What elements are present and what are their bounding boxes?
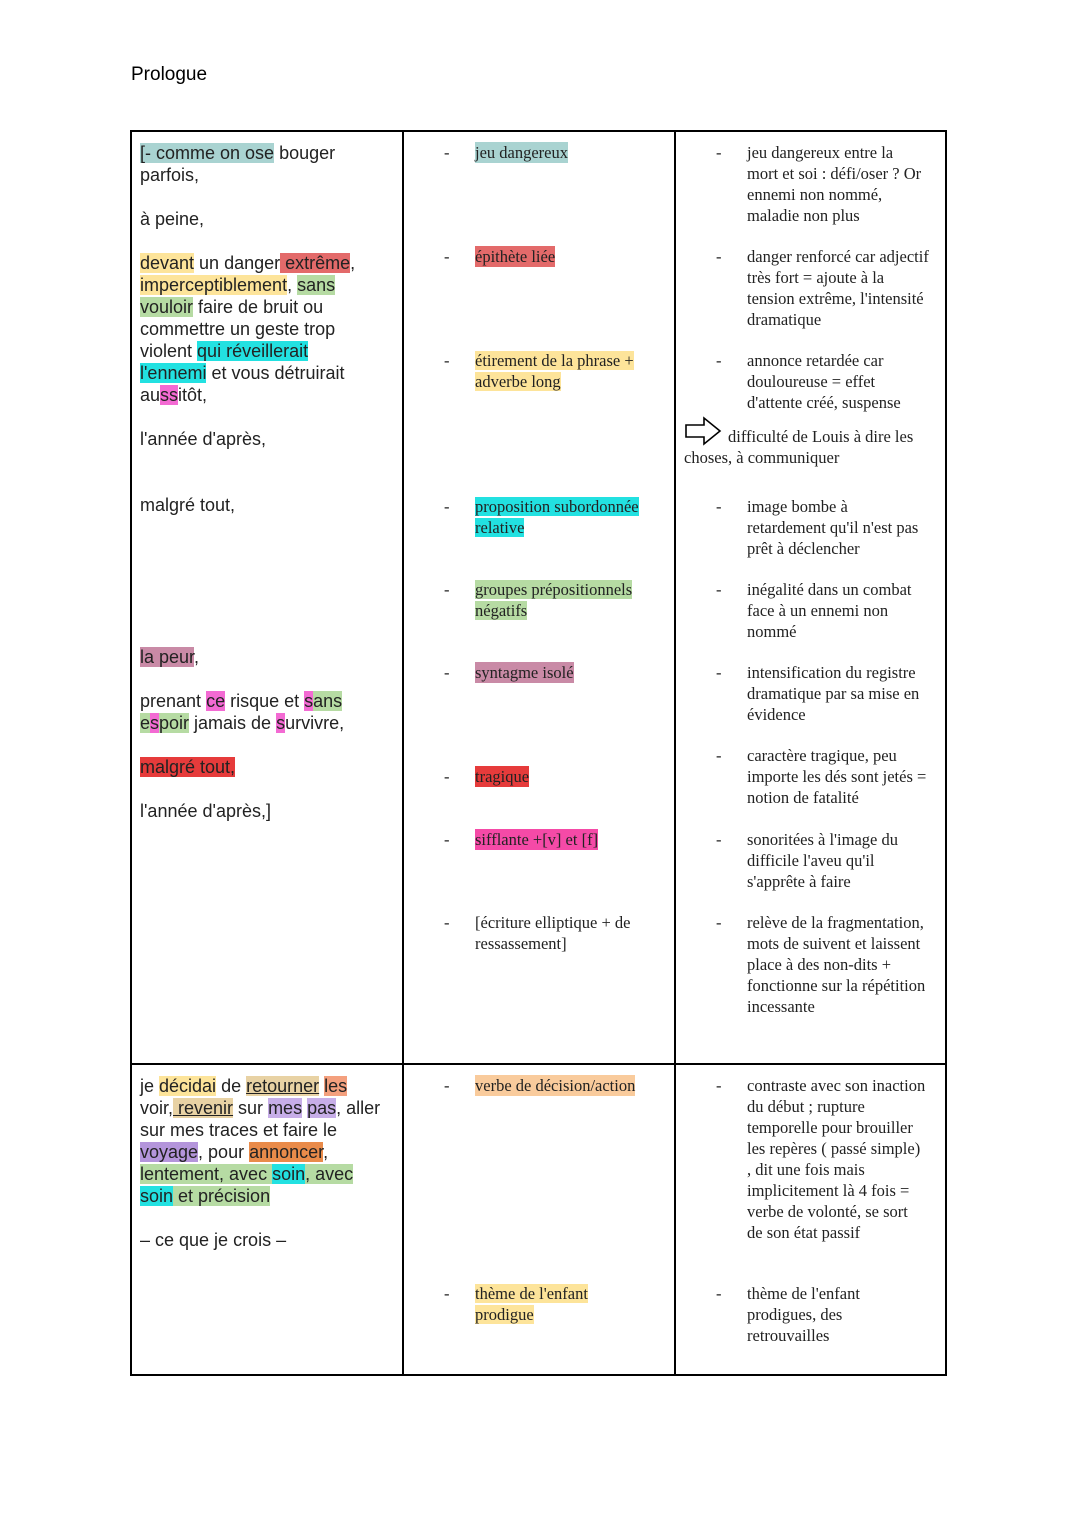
text-span: , pour	[198, 1142, 250, 1162]
interpretations-row2	[676, 1075, 946, 1365]
bullet-dash: -	[444, 247, 450, 266]
highlight: , avec	[305, 1164, 354, 1184]
conclusion-text	[684, 426, 939, 468]
text-line	[140, 296, 398, 318]
source-text-row2	[140, 1075, 398, 1365]
text-line	[140, 1075, 398, 1097]
page-title: Prologue	[131, 64, 208, 85]
text-line	[140, 384, 398, 406]
interpretations-row1	[676, 142, 946, 1062]
conclusion	[684, 416, 939, 468]
highlight: [- comme on ose	[140, 143, 275, 163]
procede-label	[475, 496, 665, 538]
bullet-dash: -	[444, 830, 450, 849]
interpretation-text: caractère tragique, peu importe les dés sont jetés = notion de fatalité	[747, 746, 927, 807]
highlight: mes	[268, 1098, 303, 1118]
text-line	[140, 252, 398, 274]
bullet-dash: -	[716, 913, 722, 932]
text-span: ,	[323, 1142, 329, 1162]
text-span: urvivre,	[285, 713, 345, 733]
interpretation-text: danger renforcé car adjectif très fort = ajoute à la tension extrême, l'intensité dramatique	[747, 247, 929, 329]
highlight: extrême	[280, 253, 351, 273]
bullet-dash: -	[716, 1284, 722, 1303]
text-line	[140, 164, 398, 186]
text-span: sur mes traces et faire le	[140, 1120, 338, 1140]
text-line	[140, 1229, 398, 1251]
text-span: – ce que je crois –	[140, 1230, 287, 1250]
text-line	[140, 274, 398, 296]
highlight: revenir	[173, 1098, 234, 1118]
procede-label: sifflante +[v] et [f]	[475, 830, 599, 849]
text-span: itôt,	[178, 385, 208, 405]
text-span: au	[140, 385, 161, 405]
interpretation-text: image bombe à retardement qu'il n'est pas prêt à déclencher	[747, 497, 919, 558]
procede-label: syntagme isolé	[475, 663, 574, 682]
text-line	[140, 494, 398, 516]
highlight: voyage	[140, 1142, 199, 1162]
right-arrow-icon	[684, 416, 722, 446]
bullet-dash: -	[444, 1076, 450, 1095]
highlight: soin	[272, 1164, 306, 1184]
text-line	[140, 142, 398, 164]
text-span: un danger	[194, 253, 281, 273]
text-span: faire de bruit ou	[193, 297, 324, 317]
text-span: ,	[350, 253, 356, 273]
highlight: et précision	[173, 1186, 271, 1206]
text-line	[140, 800, 398, 822]
highlight: ss	[160, 385, 179, 405]
bullet-dash: -	[444, 580, 450, 599]
highlight: retourner	[246, 1076, 320, 1096]
text-span: voir,	[140, 1098, 174, 1118]
text-line	[140, 318, 398, 340]
highlight: malgré tout,	[140, 757, 236, 777]
text-span: prenant	[140, 691, 207, 711]
highlight: pas	[307, 1098, 337, 1118]
highlight: l'ennemi	[140, 363, 207, 383]
bullet-dash: -	[444, 351, 450, 370]
text-span: , aller	[336, 1098, 381, 1118]
highlight: la peur	[140, 647, 195, 667]
text-line	[140, 690, 398, 712]
text-span: difficulté de Louis à dire les choses, à communiquer	[684, 427, 914, 467]
procedes-row2	[404, 1075, 672, 1365]
highlight: s	[150, 713, 160, 733]
text-line	[140, 712, 398, 734]
text-line	[140, 340, 398, 362]
highlight: imperceptiblement	[140, 275, 288, 295]
interpretation-text: inégalité dans un combat face à un ennemi non nommé	[747, 580, 912, 641]
bullet-dash: -	[716, 663, 722, 682]
text-line	[140, 1185, 398, 1207]
procede-label: jeu dangereux	[475, 143, 568, 162]
bullet-dash: -	[716, 580, 722, 599]
procede-label: épithète liée	[475, 247, 556, 266]
text-line	[140, 1119, 398, 1141]
text-span: l'année d'après,]	[140, 801, 271, 821]
highlight: devant	[140, 253, 195, 273]
text-span: sur	[233, 1098, 269, 1118]
highlight: s	[304, 691, 314, 711]
bullet-dash: -	[716, 143, 722, 162]
highlight: thème de l'enfant prodigue	[475, 1284, 588, 1324]
interpretation-text: jeu dangereux entre la mort et soi : défi/oser ? Or ennemi non nommé, maladie non plus	[747, 143, 922, 225]
text-line	[140, 1097, 398, 1119]
text-span: parfois,	[140, 165, 200, 185]
highlight: e	[140, 713, 151, 733]
bullet-dash: -	[444, 497, 450, 516]
procede-label	[475, 1283, 625, 1325]
text-span: commettre un geste trop	[140, 319, 336, 339]
interpretation-text: thème de l'enfant prodigues, des retrouvailles	[747, 1284, 860, 1345]
text-span: et vous détruirait	[206, 363, 345, 383]
text-span: malgré tout,	[140, 495, 236, 515]
text-line	[140, 208, 398, 230]
bullet-dash: -	[444, 767, 450, 786]
bullet-dash: -	[716, 1076, 722, 1095]
procede-label: tragique	[475, 767, 530, 786]
text-span: je	[140, 1076, 160, 1096]
text-span: jamais de	[189, 713, 277, 733]
highlight: qui réveillerait	[197, 341, 309, 361]
text-line	[140, 756, 398, 778]
analysis-table	[130, 130, 947, 1376]
interpretation-text: annonce retardée car douloureuse = effet d'attente créé, suspense	[747, 351, 901, 412]
row-divider	[132, 1063, 945, 1065]
highlight: ans	[313, 691, 343, 711]
procede-label: [écriture elliptique + de ressassement]	[475, 913, 631, 953]
text-line	[140, 428, 398, 450]
bullet-dash: -	[444, 143, 450, 162]
interpretation-text: contraste avec son inaction du début ; rupture temporelle pour brouiller les repères ( passé simple) , dit une fois mais implicitement là 4 fois = verbe de volonté, se sort de son état passif	[747, 1076, 926, 1242]
bullet-dash: -	[716, 746, 722, 765]
procedes-row1	[404, 142, 672, 1062]
highlight: sans	[297, 275, 336, 295]
highlight: décidai	[159, 1076, 217, 1096]
text-span: à peine,	[140, 209, 205, 229]
text-span: violent	[140, 341, 198, 361]
bullet-dash: -	[716, 247, 722, 266]
interpretation-text: sonoritées à l'image du difficile l'aveu qu'il s'apprête à faire	[747, 830, 898, 891]
interpretation-text: intensification du registre dramatique par sa mise en évidence	[747, 663, 920, 724]
text-span: de	[216, 1076, 247, 1096]
text-line	[140, 646, 398, 668]
text-span: ,	[287, 275, 298, 295]
highlight: ce	[206, 691, 226, 711]
text-span: bouger	[274, 143, 336, 163]
interpretation-text: relève de la fragmentation, mots de suivent et laissent place à des non-dits + fonctionne sur la répétition incessante	[747, 913, 926, 1016]
source-text-row1	[140, 142, 398, 1042]
highlight: poir	[159, 713, 190, 733]
bullet-dash: -	[716, 830, 722, 849]
bullet-dash: -	[444, 913, 450, 932]
highlight: soin	[140, 1186, 174, 1206]
text-line	[140, 1141, 398, 1163]
highlight: étirement de la phrase + adverbe long	[475, 351, 634, 391]
highlight: vouloir	[140, 297, 194, 317]
highlight: groupes prépositionnels négatifs	[475, 580, 633, 620]
text-span: risque et	[225, 691, 305, 711]
highlight: proposition subordonnée relative	[475, 497, 639, 537]
bullet-dash: -	[444, 663, 450, 682]
procede-label	[475, 350, 665, 392]
bullet-dash: -	[716, 497, 722, 516]
text-line	[140, 1163, 398, 1185]
text-line	[140, 362, 398, 384]
text-span: l'année d'après,	[140, 429, 266, 449]
highlight: les	[324, 1076, 348, 1096]
highlight: lentement, avec	[140, 1164, 273, 1184]
highlight: annoncer	[249, 1142, 324, 1162]
bullet-dash: -	[716, 351, 722, 370]
bullet-dash: -	[444, 1284, 450, 1303]
text-span: ,	[194, 647, 200, 667]
procede-label	[475, 579, 660, 621]
procede-label: verbe de décision/action	[475, 1076, 636, 1095]
highlight: s	[276, 713, 286, 733]
